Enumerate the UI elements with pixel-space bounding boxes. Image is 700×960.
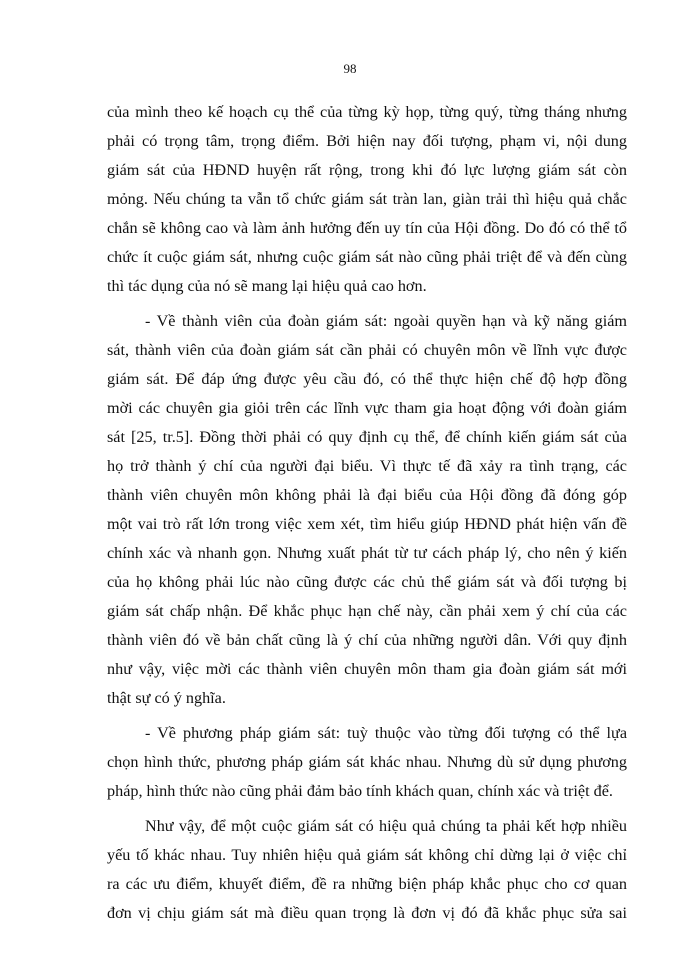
text-line: một vai trò rất lớn trong việc xem xét, tìm hiểu giúp HĐND phát hiện vấn đề bbox=[107, 515, 627, 533]
text-line: thành viên chuyên môn không phải là đại biểu của Hội đồng đã đóng góp bbox=[107, 486, 627, 504]
text-line: họ trở thành ý chí của người đại biểu. Vì thực tế đã xảy ra tình trạng, các bbox=[107, 457, 627, 475]
text-line: của mình theo kế hoạch cụ thể của từng kỳ họp, từng quý, từng tháng nhưng bbox=[107, 103, 627, 121]
document-body bbox=[107, 98, 627, 928]
text-line: chắn sẽ không cao và làm ảnh hưởng đến uy tín của Hội đồng. Do đó có thể tổ bbox=[107, 219, 627, 237]
page-number: 98 bbox=[343, 61, 357, 76]
text-line: mỏng. Nếu chúng ta vẫn tổ chức giám sát tràn lan, giàn trải thì hiệu quả chắc bbox=[107, 190, 627, 208]
text-line: đơn vị chịu giám sát mà điều quan trọng là đơn vị đó đã khắc phục sửa sai bbox=[107, 904, 627, 922]
text-line: yếu tố khác nhau. Tuy nhiên hiệu quả giám sát không chỉ dừng lại ở việc chỉ bbox=[107, 846, 627, 864]
text-line: phải có trọng tâm, trọng điểm. Bởi hiện nay đối tượng, phạm vi, nội dung bbox=[107, 132, 627, 150]
paragraph-team-members bbox=[107, 307, 627, 713]
text-line: - Về thành viên của đoàn giám sát: ngoài quyền hạn và kỹ năng giám bbox=[145, 312, 627, 330]
text-line: chính xác và nhanh gọn. Nhưng xuất phát từ tư cách pháp lý, cho nên ý kiến bbox=[107, 544, 627, 562]
text-line: Như vậy, để một cuộc giám sát có hiệu quả chúng ta phải kết hợp nhiều bbox=[145, 817, 627, 835]
paragraph-methods bbox=[107, 719, 627, 806]
text-line: chọn hình thức, phương pháp giám sát khác nhau. Nhưng dù sử dụng phương bbox=[107, 753, 627, 771]
text-line: ra các ưu điểm, khuyết điểm, đề ra những biện pháp khắc phục cho cơ quan bbox=[107, 875, 627, 893]
paragraph-monitoring-plan bbox=[107, 98, 627, 301]
text-line: giám sát. Để đáp ứng được yêu cầu đó, có thể thực hiện chế độ hợp đồng bbox=[107, 370, 627, 388]
paragraph-conclusion bbox=[107, 812, 627, 928]
text-line: như vậy, việc mời các thành viên chuyên môn tham gia đoàn giám sát mới bbox=[107, 660, 627, 678]
text-line: - Về phương pháp giám sát: tuỳ thuộc vào từng đối tượng có thể lựa bbox=[145, 724, 627, 742]
text-line: sát [25, tr.5]. Đồng thời phải có quy định cụ thể, để chính kiến giám sát của bbox=[107, 428, 627, 446]
text-line: thành viên đó về bản chất cũng là ý chí của những người dân. Với quy định bbox=[107, 631, 627, 649]
text-line: thì tác dụng của nó sẽ mang lại hiệu quả cao hơn. bbox=[107, 277, 427, 295]
text-line: sát, thành viên của đoàn giám sát cần phải có chuyên môn về lĩnh vực được bbox=[107, 341, 627, 359]
text-line: thật sự có ý nghĩa. bbox=[107, 689, 226, 707]
text-line: của họ không phải lúc nào cũng được các chủ thể giám sát và đối tượng bị bbox=[107, 573, 627, 591]
text-line: chức ít cuộc giám sát, nhưng cuộc giám sát nào cũng phải triệt để và đến cùng bbox=[107, 248, 627, 266]
text-line: giám sát của HĐND huyện rất rộng, trong khi đó lực lượng giám sát còn bbox=[107, 161, 627, 179]
text-line: giám sát chấp nhận. Để khắc phục hạn chế này, cần phải xem ý chí của các bbox=[107, 602, 627, 620]
text-line: pháp, hình thức nào cũng phải đảm bảo tính khách quan, chính xác và triệt để. bbox=[107, 782, 613, 800]
text-line: mời các chuyên gia giỏi trên các lĩnh vực tham gia hoạt động với đoàn giám bbox=[107, 399, 627, 417]
